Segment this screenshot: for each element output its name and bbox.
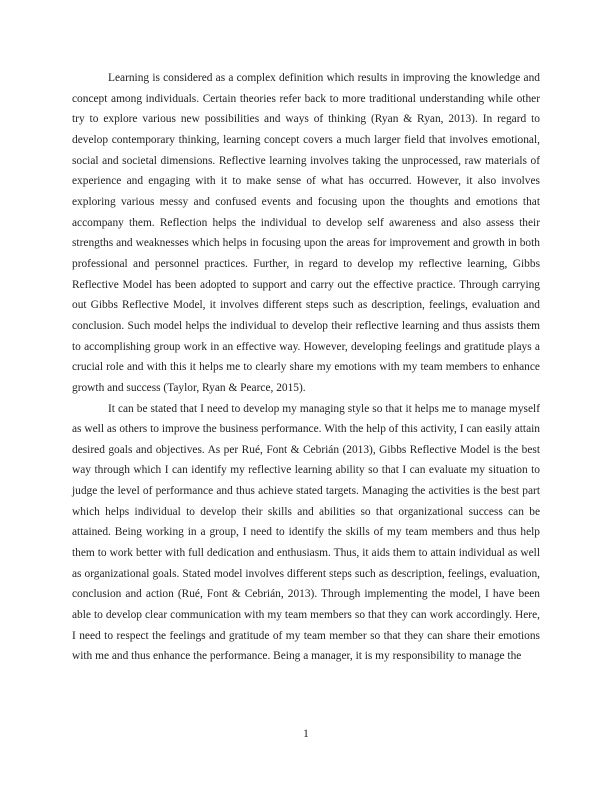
paragraph: It can be stated that I need to develop my managing style so that it helps me to manage myself as well as others to improve the business performance. With the help of this activity, I can easily attain desired goals and objectives. As per Rué, Font & Cebrián (2013), Gibbs Reflective Model is the best way through which I can identify my reflective learning ability so that I can evaluate my situation to judge the level of performance and thus achieve stated targets. Managing the activities is the best part which helps individual to develop their skills and abilities so that organizational success can be attained. Being working in a group, I need to identify the skills of my team members and thus help them to work better with full dedication and enthusiasm. Thus, it aids them to attain individual as well as organizational goals. Stated model involves different steps such as description, feelings, evaluation, conclusion and action (Rué, Font & Cebrián, 2013). Through implementing the model, I have been able to develop clear communication with my team members so that they can work accordingly. Here, I need to respect the feelings and gratitude of my team member so that they can share their emotions with me and thus enhance the performance. Being a manager, it is my responsibility to manage the bbox=[72, 402, 540, 663]
page-number: 1 bbox=[303, 728, 309, 740]
paragraph: Learning is considered as a complex definition which results in improving the knowledge and concept among individuals. Certain theories refer back to more traditional understanding while other try to explore various new possibilities and ways of thinking (Ryan & Ryan, 2013). In regard to develop contemporary thinking, learning concept covers a much larger field that involves emotional, social and societal dimensions. Reflective learning involves taking the unprocessed, raw materials of experience and engaging with it to make sense of what has occurred. However, it also involves exploring various messy and confused events and focusing upon the thoughts and emotions that accompany them. Reflection helps the individual to develop self awareness and also assess their strengths and weaknesses which helps in focusing upon the areas for improvement and growth in both professional and personnel practices. Further, in regard to develop my reflective learning, Gibbs Reflective Model has been adopted to support and carry out the effective practice. Through carrying out Gibbs Reflective Model, it involves different steps such as description, feelings, evaluation and conclusion. Such model helps the individual to develop their reflective learning and thus assists them to accomplishing group work in an effective way. However, developing feelings and gratitude plays a crucial role and with this it helps me to clearly share my emotions with my team members to enhance growth and success (Taylor, Ryan & Pearce, 2015). bbox=[72, 72, 540, 394]
body-text bbox=[72, 68, 540, 667]
